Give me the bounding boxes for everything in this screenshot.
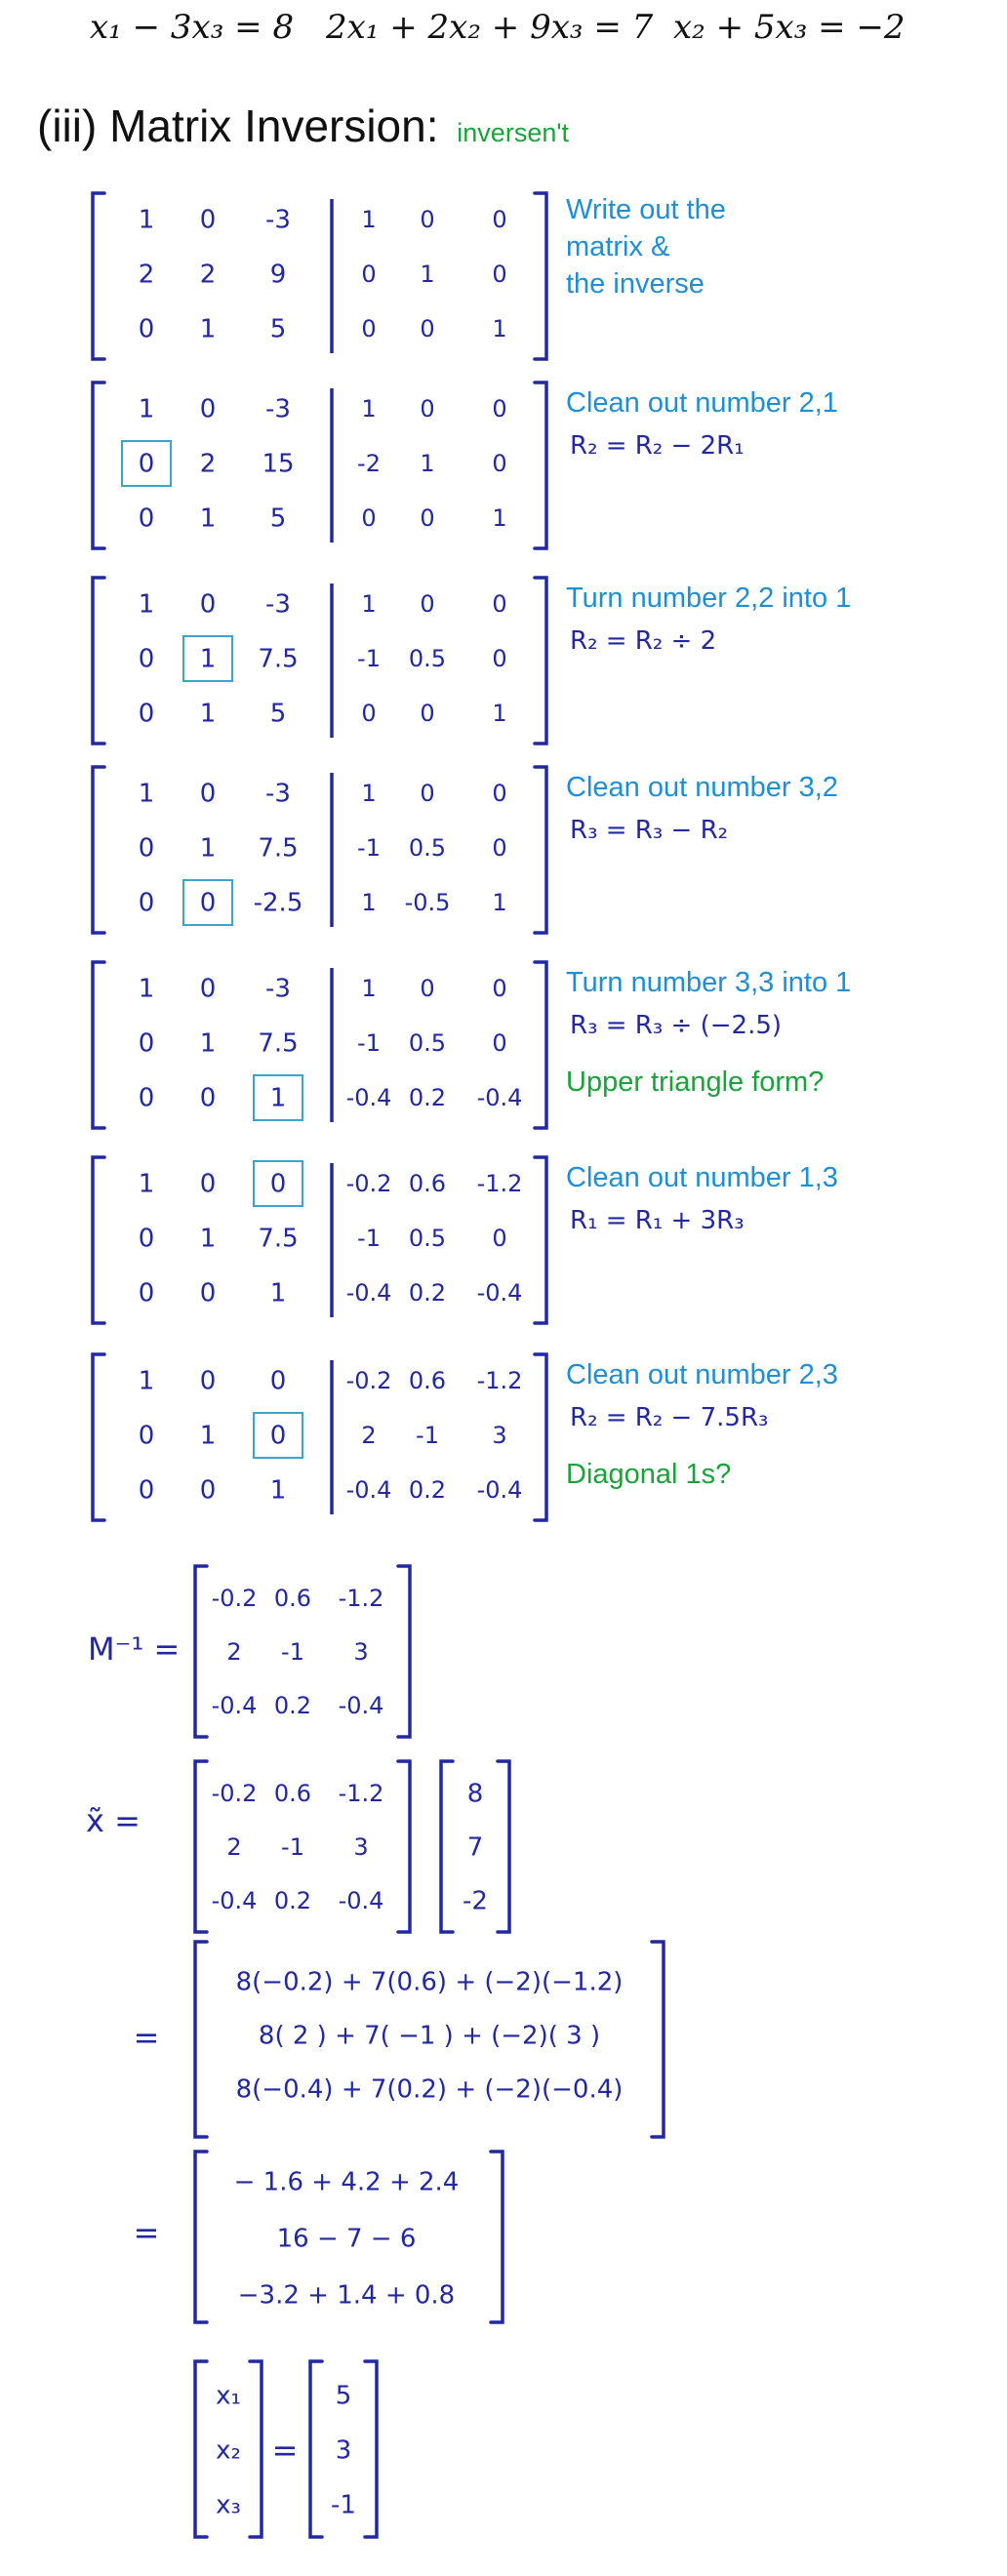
- matrix-cell: 0: [138, 1083, 155, 1113]
- x-variable: x₃: [216, 2490, 241, 2520]
- matrix-cell: 0: [199, 1169, 217, 1199]
- matrix-cell: 0: [138, 833, 155, 864]
- matrix-cell: 0: [138, 1224, 155, 1254]
- inverse-cell: 0: [492, 645, 507, 672]
- inverse-cell: 0: [420, 206, 435, 233]
- equals-sign: =: [271, 2432, 299, 2469]
- result-value: 5: [335, 2381, 352, 2411]
- matrix-cell: 1: [138, 205, 155, 235]
- inverse-result-cell: 3: [353, 1638, 369, 1666]
- inverse-result-cell: 2: [226, 1638, 242, 1666]
- matrix-cell: 1: [199, 833, 217, 864]
- row-operation: R₃ = R₃ ÷ (−2.5): [570, 1011, 783, 1040]
- matrix-cell: -3: [265, 205, 291, 235]
- matrix-cell: 1: [138, 779, 155, 809]
- matrix-cell: 0: [269, 1366, 287, 1396]
- inverse-cell: -2: [357, 450, 381, 477]
- matrix-cell: 1: [138, 394, 155, 424]
- inverse-cell: 0: [420, 504, 435, 532]
- step-note-line: Clean out number 2,3: [566, 1359, 838, 1390]
- matrix-cell: 1: [138, 974, 155, 1004]
- inverse-cell: 0.2: [408, 1084, 447, 1111]
- step-check-note: Upper triangle form?: [566, 1067, 825, 1098]
- inverse-cell: 0: [492, 834, 507, 862]
- rhs-vector-cell: 8: [466, 1779, 484, 1809]
- matrix-cell: 1: [199, 644, 217, 674]
- sum-bracket-right: [491, 2152, 503, 2322]
- equation-3: x₂ + 5x₃ = −2: [673, 8, 906, 47]
- step-note-line: Clean out number 2,1: [566, 387, 838, 419]
- matrix-cell: 9: [269, 260, 287, 290]
- step-note-line: matrix &: [566, 231, 670, 262]
- matrix-cell: 1: [199, 1224, 217, 1254]
- inverse-cell: 1: [420, 261, 435, 288]
- inverse-result-cell: 0.6: [273, 1585, 312, 1612]
- inverse-label: M⁻¹ =: [88, 1630, 181, 1668]
- inverse-cell: 1: [492, 889, 507, 916]
- inverse-cell: 0.5: [408, 834, 447, 862]
- x-vector-bracket-right: [250, 2361, 262, 2537]
- equals-sign: =: [133, 2214, 160, 2251]
- expanded-row: 8( 2 ) + 7( −1 ) + (−2)( 3 ): [258, 2021, 601, 2051]
- inverse-bracket-left: [195, 1566, 207, 1737]
- expanded-row: 8(−0.4) + 7(0.2) + (−2)(−0.4): [235, 2074, 624, 2105]
- matrix-cell: 0: [199, 1083, 217, 1113]
- inverse-cell: -0.4: [476, 1476, 523, 1504]
- matrix-cell: 0: [138, 1475, 155, 1506]
- solution-matrix-bracket-right: [398, 1761, 410, 1932]
- matrix-cell: 0: [138, 314, 155, 344]
- step-check-note: Diagonal 1s?: [566, 1459, 732, 1490]
- row-operation: R₂ = R₂ − 2R₁: [570, 431, 745, 461]
- matrix-cell: -3: [265, 394, 291, 424]
- solution-x-label: x̃ =: [86, 1802, 141, 1839]
- inverse-cell: 0: [420, 590, 435, 618]
- inverse-cell: 0: [492, 450, 507, 477]
- result-value: -1: [331, 2490, 356, 2520]
- matrix-cell: 7.5: [258, 1028, 299, 1059]
- inverse-result-cell: -0.4: [338, 1692, 384, 1719]
- step-note-line: Clean out number 3,2: [566, 772, 838, 803]
- inverse-cell: 0: [420, 975, 435, 1002]
- matrix-bracket-2-right: [535, 382, 546, 548]
- matrix-cell: 5: [269, 699, 287, 729]
- matrix-bracket-1-right: [535, 193, 546, 359]
- inverse-result-cell: -0.4: [211, 1692, 258, 1719]
- matrix-cell: 1: [269, 1083, 287, 1113]
- solution-matrix-cell: -0.4: [211, 1887, 258, 1914]
- inverse-cell: -0.4: [476, 1084, 523, 1111]
- inverse-cell: -1.2: [476, 1367, 523, 1394]
- inverse-cell: -1: [416, 1422, 439, 1449]
- equation-1: x₁ − 3x₃ = 8: [90, 8, 295, 47]
- matrix-bracket-6-left: [93, 1157, 104, 1323]
- inverse-cell: 0: [420, 395, 435, 423]
- matrix-bracket-7-left: [93, 1354, 104, 1520]
- sum-row: −3.2 + 1.4 + 0.8: [237, 2280, 456, 2311]
- inverse-cell: -0.4: [345, 1084, 392, 1111]
- rhs-vector-cell: 7: [466, 1832, 484, 1863]
- inverse-cell: 1: [492, 315, 507, 342]
- solution-matrix-cell: 0.6: [273, 1780, 312, 1807]
- inverse-cell: 1: [420, 450, 435, 477]
- inverse-result-cell: -1.2: [338, 1585, 384, 1612]
- rhs-vector-bracket-right: [498, 1761, 509, 1932]
- inverse-cell: 0: [361, 504, 377, 532]
- expanded-bracket-left: [195, 1942, 207, 2137]
- solution-matrix-cell: -0.2: [211, 1780, 258, 1807]
- matrix-cell: 1: [138, 589, 155, 620]
- matrix-cell: 1: [269, 1475, 287, 1506]
- row-operation: R₁ = R₁ + 3R₃: [570, 1206, 745, 1235]
- inverse-cell: -0.4: [345, 1279, 392, 1307]
- solution-matrix-cell: 3: [353, 1833, 369, 1861]
- inverse-cell: 0.5: [408, 1029, 447, 1057]
- matrix-cell: -3: [265, 779, 291, 809]
- row-operation: R₃ = R₃ − R₂: [570, 816, 729, 845]
- inverse-cell: 1: [361, 889, 377, 916]
- matrix-cell: 0: [138, 1278, 155, 1308]
- matrix-cell: 1: [199, 1028, 217, 1059]
- matrix-cell: 5: [269, 314, 287, 344]
- matrix-cell: 0: [199, 589, 217, 620]
- matrix-bracket-3-right: [535, 578, 546, 744]
- inverse-cell: 0: [492, 780, 507, 807]
- inverse-cell: 0: [361, 700, 377, 727]
- step-note-line: Clean out number 1,3: [566, 1162, 838, 1193]
- sum-bracket-left: [195, 2152, 207, 2322]
- matrix-cell: 0: [199, 888, 217, 918]
- inverse-cell: 0: [420, 315, 435, 342]
- inverse-cell: -0.2: [345, 1367, 392, 1394]
- solution-matrix-cell: -1.2: [338, 1780, 384, 1807]
- matrix-cell: 15: [262, 449, 295, 479]
- inverse-result-cell: 0.2: [273, 1692, 312, 1719]
- inverse-cell: -1: [357, 1029, 381, 1057]
- inverse-result-cell: -1: [281, 1638, 304, 1666]
- inverse-cell: 0: [492, 975, 507, 1002]
- equation-2: 2x₁ + 2x₂ + 9x₃ = 7: [326, 8, 654, 47]
- matrix-cell: 1: [199, 699, 217, 729]
- sum-row: − 1.6 + 4.2 + 2.4: [233, 2167, 460, 2197]
- matrix-cell: 7.5: [258, 1224, 299, 1254]
- inverse-cell: -0.4: [345, 1476, 392, 1504]
- inverse-cell: 0: [420, 700, 435, 727]
- matrix-cell: 0: [199, 1278, 217, 1308]
- matrix-bracket-6-right: [535, 1157, 546, 1323]
- expanded-bracket-right: [652, 1942, 664, 2137]
- expanded-row: 8(−0.2) + 7(0.6) + (−2)(−1.2): [235, 1967, 624, 1997]
- step-note-line: Write out the: [566, 194, 726, 225]
- solution-matrix-cell: 2: [226, 1833, 242, 1861]
- matrix-bracket-5-left: [93, 962, 104, 1128]
- matrix-cell: 5: [269, 503, 287, 534]
- inverse-cell: 0: [492, 590, 507, 618]
- matrix-cell: 0: [199, 394, 217, 424]
- equals-sign: =: [133, 2019, 160, 2056]
- rhs-vector-cell: -2: [463, 1886, 488, 1916]
- step-note-line: Turn number 3,3 into 1: [566, 967, 852, 998]
- matrix-cell: 7.5: [258, 833, 299, 864]
- x-variable: x₂: [216, 2435, 241, 2466]
- inverse-cell: 0.6: [408, 1367, 447, 1394]
- matrix-cell: 1: [199, 1421, 217, 1451]
- solution-matrix-cell: -1: [281, 1833, 304, 1861]
- inverse-cell: 1: [361, 975, 377, 1002]
- matrix-cell: 0: [138, 888, 155, 918]
- inverse-cell: -1: [357, 645, 381, 672]
- matrix-cell: 0: [199, 1475, 217, 1506]
- inverse-cell: 1: [492, 700, 507, 727]
- matrix-cell: 1: [199, 314, 217, 344]
- inverse-cell: 0: [492, 206, 507, 233]
- x-vector-bracket-left: [195, 2361, 207, 2537]
- inverse-cell: 0: [361, 261, 377, 288]
- solution-matrix-cell: -0.4: [338, 1887, 384, 1914]
- matrix-bracket-2-left: [93, 382, 104, 548]
- matrix-cell: -3: [265, 589, 291, 620]
- matrix-cell: 0: [138, 503, 155, 534]
- matrix-cell: 0: [138, 449, 155, 479]
- inverse-cell: 0: [492, 395, 507, 423]
- matrix-bracket-1-left: [93, 193, 104, 359]
- inverse-result-cell: -0.2: [211, 1585, 258, 1612]
- step-note-line: Turn number 2,2 into 1: [566, 583, 852, 614]
- matrix-cell: 0: [138, 1028, 155, 1059]
- matrix-cell: 7.5: [258, 644, 299, 674]
- inverse-cell: -1.2: [476, 1170, 523, 1197]
- inverse-cell: 0.2: [408, 1279, 447, 1307]
- matrix-cell: 1: [138, 1169, 155, 1199]
- inverse-cell: 0.2: [408, 1476, 447, 1504]
- matrix-cell: 0: [199, 205, 217, 235]
- inverse-cell: 1: [361, 780, 377, 807]
- matrix-cell: 2: [199, 260, 217, 290]
- result-vector-bracket-right: [365, 2361, 377, 2537]
- x-variable: x₁: [216, 2381, 241, 2411]
- matrix-cell: 2: [138, 260, 155, 290]
- result-vector-bracket-left: [310, 2361, 322, 2537]
- inverse-cell: 0.6: [408, 1170, 447, 1197]
- matrix-cell: 0: [269, 1421, 287, 1451]
- solution-matrix-bracket-left: [195, 1761, 207, 1932]
- matrix-cell: 0: [199, 779, 217, 809]
- inverse-cell: 0: [361, 315, 377, 342]
- inverse-cell: 0: [492, 1029, 507, 1057]
- inverse-cell: 1: [492, 504, 507, 532]
- section-title-text: (iii) Matrix Inversion:: [37, 101, 439, 151]
- inverse-bracket-right: [398, 1566, 410, 1737]
- solution-matrix-cell: 0.2: [273, 1887, 312, 1914]
- step-note-line: the inverse: [566, 268, 705, 300]
- inverse-cell: 1: [361, 206, 377, 233]
- inverse-cell: -0.4: [476, 1279, 523, 1307]
- inverse-cell: 0.5: [408, 1225, 447, 1252]
- inverse-cell: 1: [361, 590, 377, 618]
- inverse-cell: 2: [361, 1422, 377, 1449]
- matrix-cell: 1: [199, 503, 217, 534]
- inverse-cell: -0.5: [404, 889, 451, 916]
- matrix-cell: -2.5: [253, 888, 303, 918]
- matrix-bracket-4-right: [535, 767, 546, 933]
- row-operation: R₂ = R₂ − 7.5R₃: [570, 1403, 769, 1432]
- matrix-cell: 1: [269, 1278, 287, 1308]
- matrix-cell: 1: [138, 1366, 155, 1396]
- matrix-bracket-4-left: [93, 767, 104, 933]
- matrix-cell: 0: [199, 1366, 217, 1396]
- inverse-cell: -0.2: [345, 1170, 392, 1197]
- inverse-cell: 3: [492, 1422, 507, 1449]
- result-value: 3: [335, 2435, 352, 2466]
- inverse-cell: 1: [361, 395, 377, 423]
- matrix-cell: 2: [199, 449, 217, 479]
- sum-row: 16 − 7 − 6: [276, 2224, 417, 2254]
- matrix-cell: 0: [138, 644, 155, 674]
- matrix-cell: 0: [138, 1421, 155, 1451]
- matrix-bracket-5-right: [535, 962, 546, 1128]
- matrix-bracket-3-left: [93, 578, 104, 744]
- rhs-vector-bracket-left: [441, 1761, 453, 1932]
- inverse-cell: -1: [357, 834, 381, 862]
- section-aside: inversen't: [457, 118, 570, 147]
- inverse-cell: 0: [492, 1225, 507, 1252]
- matrix-cell: 0: [138, 699, 155, 729]
- row-operation: R₂ = R₂ ÷ 2: [570, 626, 717, 656]
- inverse-cell: 0: [492, 261, 507, 288]
- matrix-cell: 0: [269, 1169, 287, 1199]
- matrix-cell: -3: [265, 974, 291, 1004]
- matrix-cell: 0: [199, 974, 217, 1004]
- inverse-cell: 0: [420, 780, 435, 807]
- inverse-cell: 0.5: [408, 645, 447, 672]
- inverse-cell: -1: [357, 1225, 381, 1252]
- matrix-bracket-7-right: [535, 1354, 546, 1520]
